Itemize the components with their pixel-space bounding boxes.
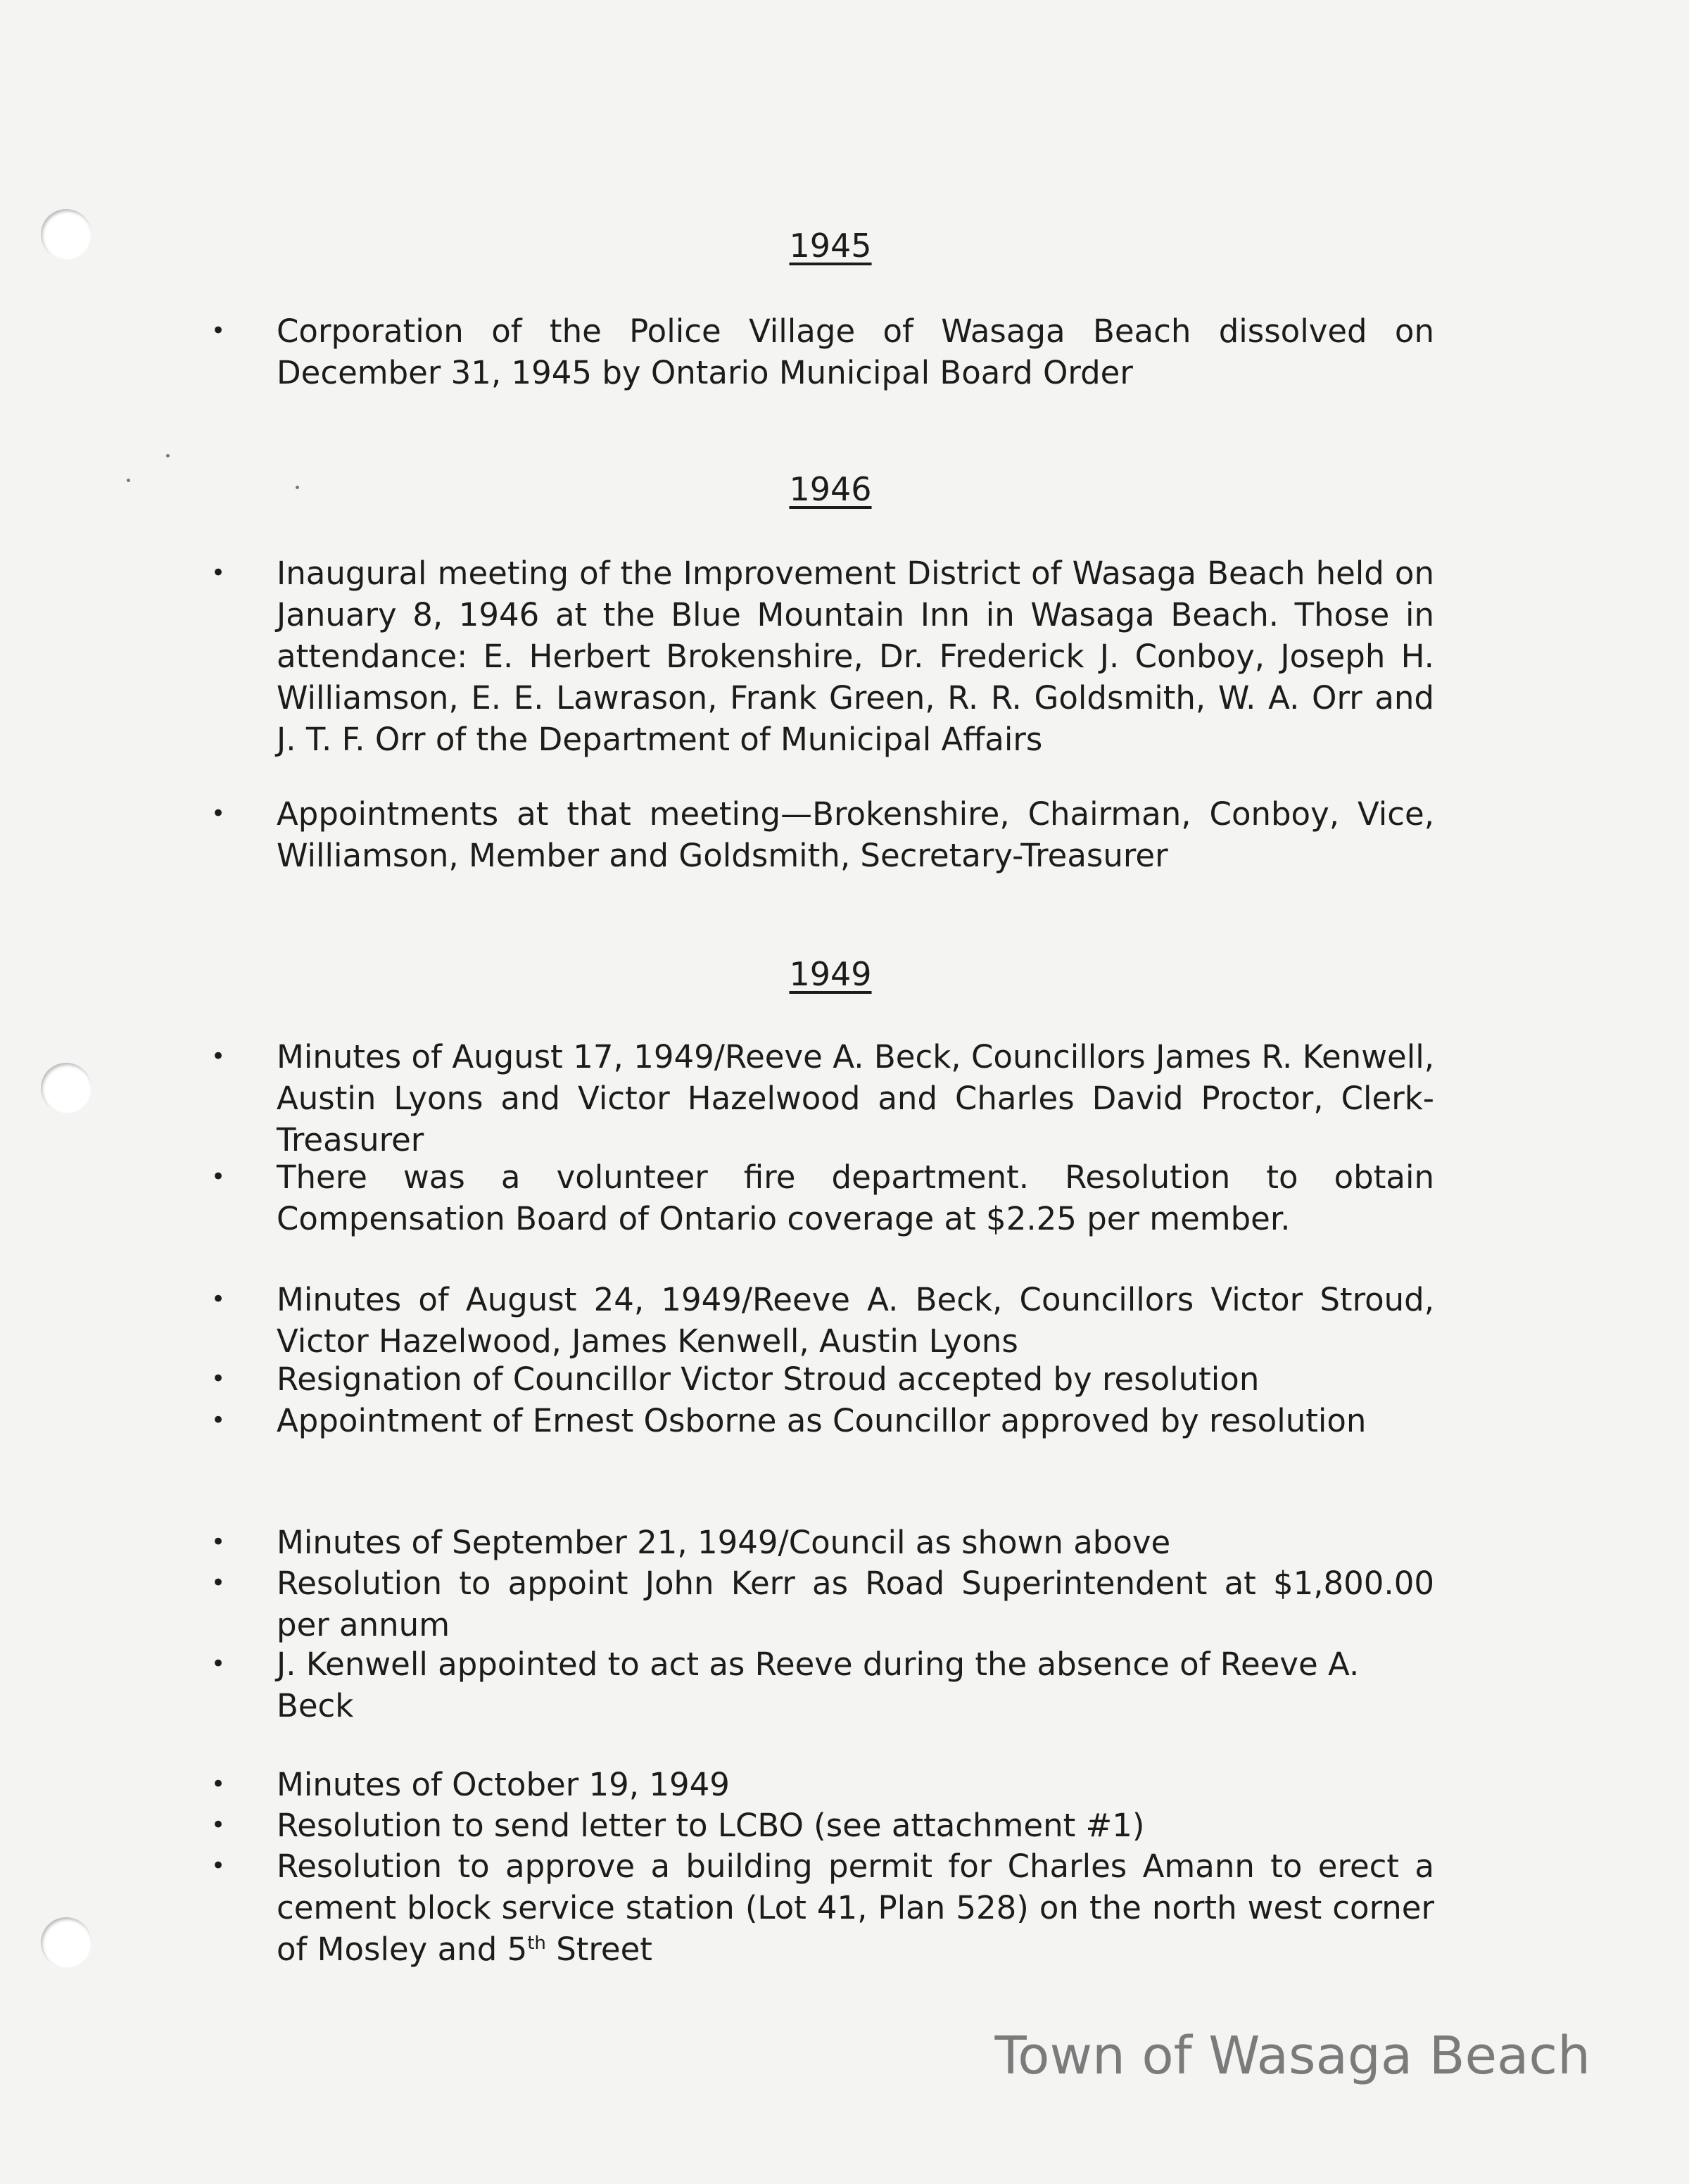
bullet-icon: •: [211, 1650, 226, 1678]
list-item: • Minutes of August 24, 1949/Reeve A. Beck, Councillors Victor Stroud, Victor Hazelwood, James Kenwell, Austin Lyons: [211, 1279, 1450, 1362]
punch-hole: [41, 1063, 91, 1113]
bullet-icon: •: [211, 559, 226, 587]
bullet-icon: •: [211, 1163, 226, 1191]
list-item: • Minutes of August 17, 1949/Reeve A. Beck, Councillors James R. Kenwell, Austin Lyons and Victor Hazelwood and Charles David Proctor, Clerk-Treasurer: [211, 1036, 1450, 1161]
list-item: • Appointment of Ernest Osborne as Councillor approved by resolution: [211, 1400, 1450, 1441]
bullet-icon: •: [211, 317, 226, 345]
bullet-icon: •: [211, 800, 226, 828]
list-item: • Resolution to send letter to LCBO (see attachment #1): [211, 1805, 1450, 1846]
bullet-icon: •: [211, 1042, 226, 1071]
scan-speck: [127, 479, 130, 482]
list-item: • J. Kenwell appointed to act as Reeve during the absence of Reeve A. Beck: [211, 1643, 1450, 1727]
punch-hole: [41, 1917, 91, 1968]
year-heading-1946: 1946: [789, 470, 872, 508]
superscript-th: th: [527, 1933, 546, 1954]
bullet-icon: •: [211, 1285, 226, 1313]
list-item: • Resolution to appoint John Kerr as Road Superintendent at $1,800.00 per annum: [211, 1563, 1450, 1646]
bullet-icon: •: [211, 1770, 226, 1798]
year-heading-1945: 1945: [789, 227, 872, 265]
year-heading-1949: 1949: [789, 955, 872, 993]
punch-hole: [41, 209, 91, 260]
bullet-icon: •: [211, 1811, 226, 1839]
watermark-text: Town of Wasaga Beach: [994, 2026, 1590, 2086]
list-item: • Resignation of Councillor Victor Stroud accepted by resolution: [211, 1358, 1450, 1400]
list-item: • Minutes of October 19, 1949: [211, 1764, 1450, 1805]
list-item: • Resolution to approve a building permit for Charles Amann to erect a cement block service station (Lot 41, Plan 528) on the north west corner of Mosley and 5th Street: [211, 1845, 1450, 1970]
bullet-icon: •: [211, 1852, 226, 1880]
scan-speck: [166, 454, 170, 457]
list-item: • Minutes of September 21, 1949/Council as shown above: [211, 1522, 1450, 1563]
bullet-icon: •: [211, 1406, 226, 1434]
list-item: • Appointments at that meeting—Brokenshire, Chairman, Conboy, Vice, Williamson, Member and Goldsmith, Secretary-Treasurer: [211, 793, 1450, 876]
list-item: • There was a volunteer fire department. Resolution to obtain Compensation Board of Ontario coverage at $2.25 per member.: [211, 1156, 1450, 1239]
bullet-icon: •: [211, 1528, 226, 1556]
bullet-icon: •: [211, 1569, 226, 1597]
list-item: • Corporation of the Police Village of Wasaga Beach dissolved on December 31, 1945 by Ontario Municipal Board Order: [211, 310, 1450, 393]
list-item: • Inaugural meeting of the Improvement District of Wasaga Beach held on January 8, 1946 at the Blue Mountain Inn in Wasaga Beach. Those in attendance: E. Herbert Brokenshire, Dr. Frederick J. Conboy, Joseph H. Williamson, E. E. Lawrason, Frank Green, R. R. Goldsmith, W. A. Orr and J. T. F. Orr of the Department of Municipal Affairs: [211, 553, 1450, 760]
bullet-icon: •: [211, 1365, 226, 1393]
